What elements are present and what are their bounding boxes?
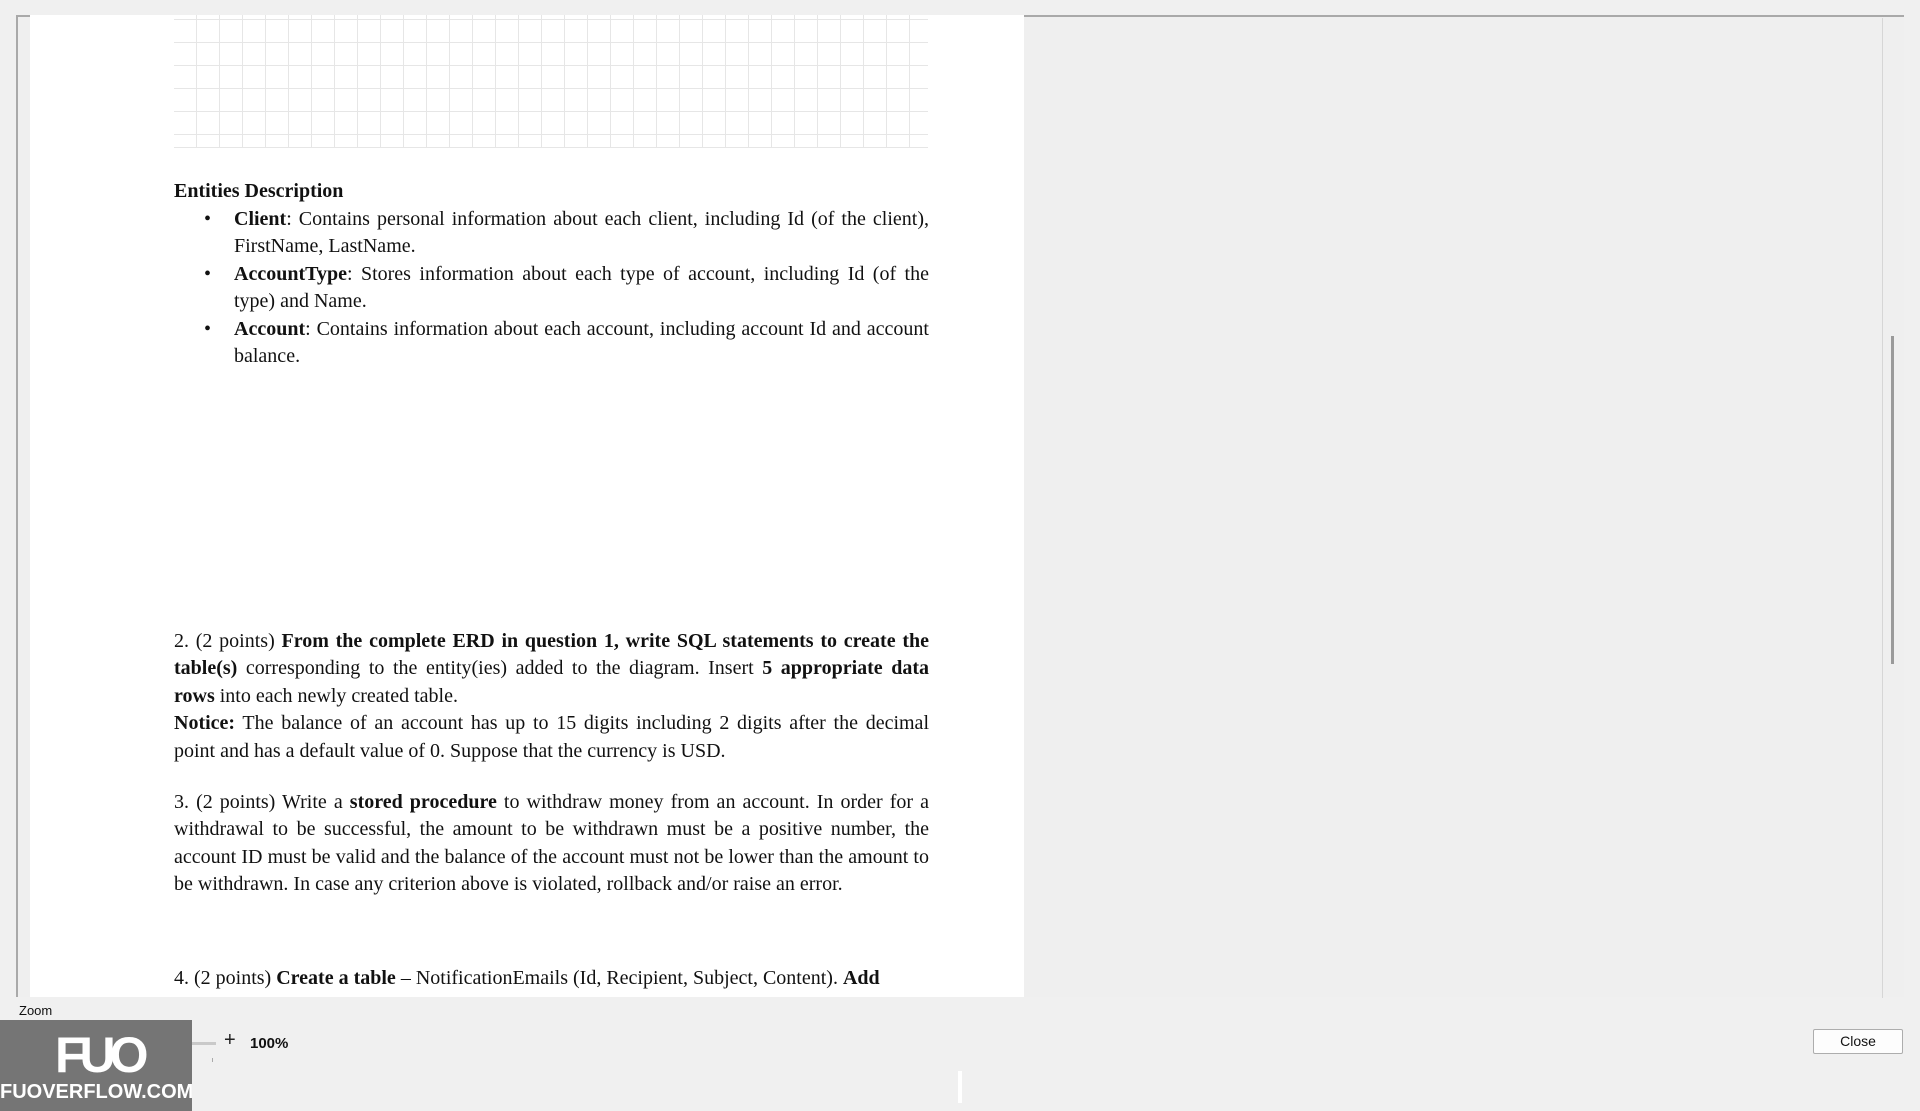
erd-grid-area [174,15,928,148]
list-item: • Account: Contains information about each account, including account Id and account balance. [204,316,929,371]
vertical-scrollbar-thumb[interactable] [1891,336,1894,664]
viewer-edge [1882,18,1883,998]
question-3: 3. (2 points) Write a stored procedure to withdraw money from an account. In order for a withdrawal to be successful, the amount to be withdrawn must be a positive number, the account ID must be valid and the balance of the account must not be lower than the amount to be withdrawn. In case any criterion above is violated, rollback and/or raise an error. [174,791,929,896]
question-4: 4. (2 points) Create a table – NotificationEmails (Id, Recipient, Subject, Content). Add [174,967,880,989]
document-page [30,15,1024,997]
zoom-in-button[interactable]: + [224,1029,236,1051]
watermark [0,1020,192,1111]
zoom-value: 100% [250,1035,289,1052]
question-2: 2. (2 points) From the complete ERD in question 1, write SQL statements to create the table(s) corresponding to the entity(ies) added to the diagram. Insert 5 appropriate data rows into each newly created table. Notice: The balance of an account has up to 15 digits including 2 digits after the decimal point and has a default value of 0. Suppose that the currency is USD. [174,630,930,762]
watermark-logo: FUO [55,1027,143,1083]
resize-grip [958,1071,962,1103]
list-item: • Client: Contains personal information about each client, including Id (of the client), FirstName, LastName. [204,206,929,261]
close-button[interactable]: Close [1813,1029,1903,1054]
entities-list [204,206,929,370]
zoom-label: Zoom [19,1003,53,1018]
list-item: • AccountType: Stores information about each type of account, including Id (of the type) and Name. [204,261,929,316]
entities-heading: Entities Description [174,180,344,202]
notice-label: Notice: [174,712,236,735]
watermark-text: FUOVERFLOW.COM [0,1081,194,1103]
